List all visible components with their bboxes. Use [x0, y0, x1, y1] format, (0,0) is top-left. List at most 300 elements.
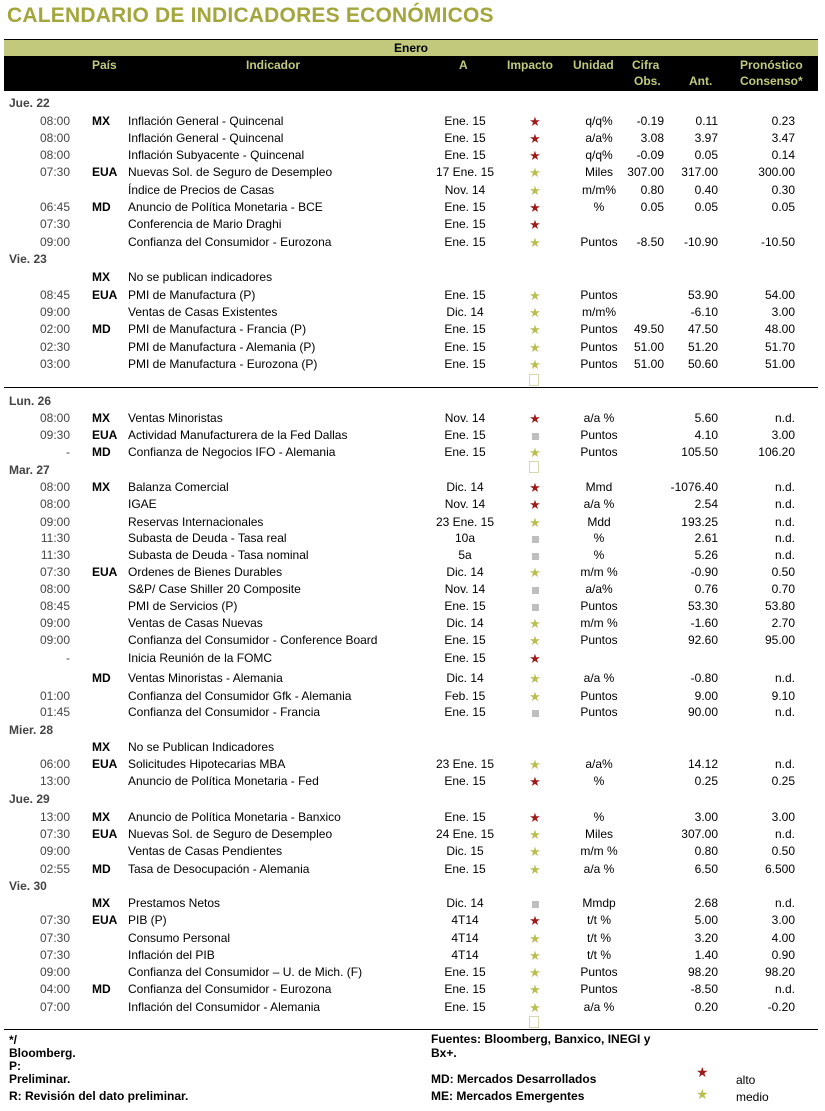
table-row	[4, 947, 818, 964]
previous-cell: 307.00	[681, 827, 718, 841]
header-indicador: Indicador	[246, 58, 301, 72]
time-cell: 09:00	[39, 965, 70, 979]
consensus-cell: 3.47	[771, 131, 795, 145]
indicator-cell: Subasta de Deuda - Tasa nominal	[128, 548, 309, 562]
previous-cell: 317.00	[681, 165, 718, 179]
period-cell: Ene. 15	[444, 599, 486, 613]
consensus-cell: 0.14	[771, 148, 795, 162]
consensus-cell: n.d.	[774, 757, 795, 771]
consensus-cell: 51.00	[764, 357, 795, 371]
previous-cell: -8.50	[690, 982, 718, 996]
consensus-cell: n.d.	[774, 515, 795, 529]
header-ant: Ant.	[689, 74, 713, 88]
previous-cell: 0.80	[694, 844, 718, 858]
previous-cell: 3.20	[694, 931, 718, 945]
unit-cell: q/q%	[585, 148, 613, 162]
previous-cell: -0.90	[690, 565, 718, 579]
indicator-cell: Confianza del Consumidor - Eurozona	[128, 235, 332, 249]
country-cell: EUA	[92, 757, 118, 771]
time-cell: 08:00	[39, 148, 70, 162]
time-cell: 09:00	[39, 235, 70, 249]
previous-cell: 90.00	[687, 705, 718, 719]
time-cell: 08:45	[39, 599, 70, 613]
low-impact-square-icon	[524, 530, 546, 547]
unit-cell: Mmdp	[582, 896, 616, 910]
period-cell: Ene. 15	[444, 445, 486, 459]
unit-cell: %	[593, 548, 605, 562]
period-cell: Ene. 15	[444, 217, 486, 231]
day-header: Vie. 23	[9, 252, 47, 266]
header-pais: País	[92, 58, 117, 72]
previous-cell: 51.20	[687, 340, 718, 354]
consensus-cell: 4.00	[771, 931, 795, 945]
day-header: Vie. 30	[9, 879, 47, 893]
period-cell: Dic. 14	[446, 480, 484, 494]
high-impact-star-icon: ★	[529, 913, 541, 928]
medium-impact-star-icon: ★	[529, 235, 541, 250]
period-cell: 24 Ene. 15	[435, 827, 495, 841]
period-cell: Ene. 15	[444, 810, 486, 824]
high-impact-star-icon: ★	[529, 114, 541, 129]
unit-cell: Puntos	[580, 982, 618, 996]
table-row	[4, 216, 818, 233]
unit-cell: m/m%	[582, 183, 616, 197]
legend-medium-label: medio	[736, 1090, 769, 1104]
time-cell: 11:30	[40, 548, 70, 562]
time-cell: 09:30	[39, 428, 70, 442]
time-cell: 09:00	[39, 515, 70, 529]
indicator-cell: Conferencia de Mario Draghi	[128, 217, 282, 231]
table-row	[4, 670, 818, 687]
table-row	[4, 912, 818, 929]
footnote-marker: */	[9, 1033, 18, 1047]
medium-impact-star-icon: ★	[529, 671, 541, 686]
consensus-cell: n.d.	[774, 548, 795, 562]
unit-cell: m/m %	[580, 844, 618, 858]
table-row	[4, 147, 818, 164]
time-cell: 13:00	[39, 774, 70, 788]
empty-impact-box	[529, 1016, 539, 1028]
previous-cell: 1.40	[694, 948, 718, 962]
low-impact-square-icon	[524, 547, 546, 564]
time-cell: 09:00	[39, 616, 70, 630]
time-cell: 03:00	[39, 357, 70, 371]
indicator-cell: Inflación General - Quincenal	[128, 131, 284, 145]
period-cell: Nov. 14	[444, 582, 486, 596]
medium-impact-star-icon: ★	[529, 288, 541, 303]
previous-cell: 5.26	[694, 548, 718, 562]
time-cell: 08:00	[39, 497, 70, 511]
day-header: Mier. 28	[9, 723, 54, 737]
unit-cell: t/t %	[586, 913, 611, 927]
unit-cell: t/t %	[586, 931, 611, 945]
table-row	[4, 130, 818, 147]
country-cell: EUA	[92, 913, 118, 927]
consensus-cell: n.d.	[774, 671, 795, 685]
time-cell: 08:00	[39, 411, 70, 425]
indicator-cell: PMI de Manufactura - Francia (P)	[128, 322, 307, 336]
indicator-cell: Inicia Reunión de la FOMC	[128, 651, 273, 665]
medium-impact-star-icon: ★	[529, 445, 541, 460]
period-cell: 4T14	[451, 948, 479, 962]
medium-impact-star-icon: ★	[529, 982, 541, 997]
observed-cell: -8.50	[636, 235, 664, 249]
consensus-cell: 0.23	[771, 114, 795, 128]
table-header	[4, 56, 818, 91]
high-impact-star-icon: ★	[696, 1064, 709, 1080]
indicator-cell: PMI de Servicios (P)	[128, 599, 238, 613]
period-cell: Dic. 15	[446, 844, 484, 858]
medium-impact-star-icon: ★	[529, 827, 541, 842]
consensus-cell: 3.00	[771, 428, 795, 442]
period-cell: Ene. 15	[444, 774, 486, 788]
consensus-cell: 0.30	[771, 183, 795, 197]
table-row	[4, 479, 818, 496]
time-cell: 07:30	[39, 913, 70, 927]
indicator-cell: Anuncio de Política Monetaria - Fed	[128, 774, 319, 788]
high-impact-star-icon: ★	[529, 774, 541, 789]
consensus-cell: 0.25	[771, 774, 795, 788]
country-cell: MX	[92, 270, 110, 284]
time-cell: -	[66, 651, 70, 665]
indicator-cell: Ventas de Casas Nuevas	[128, 616, 263, 630]
medium-impact-star-icon: ★	[529, 340, 541, 355]
consensus-cell: n.d.	[774, 497, 795, 511]
time-cell: 08:00	[39, 480, 70, 494]
period-cell: Ene. 15	[444, 235, 486, 249]
consensus-cell: 0.70	[771, 582, 795, 596]
unit-cell: Puntos	[580, 705, 618, 719]
period-cell: Dic. 14	[446, 616, 484, 630]
high-impact-star-icon: ★	[529, 200, 541, 215]
consensus-cell: n.d.	[774, 480, 795, 494]
high-impact-star-icon: ★	[529, 217, 541, 232]
period-cell: Ene. 15	[444, 633, 486, 647]
indicator-cell: Actividad Manufacturera de la Fed Dallas	[128, 428, 348, 442]
medium-impact-star-icon: ★	[529, 165, 541, 180]
period-cell: 4T14	[451, 931, 479, 945]
footnote-bloomberg: Bloomberg.	[9, 1046, 76, 1060]
consensus-cell: 0.05	[771, 200, 795, 214]
time-cell: 06:45	[39, 200, 70, 214]
observed-cell: 51.00	[633, 357, 664, 371]
unit-cell: Puntos	[580, 235, 618, 249]
period-cell: Nov. 14	[444, 411, 486, 425]
period-cell: Dic. 14	[446, 671, 484, 685]
indicator-cell: Reservas Internacionales	[128, 515, 264, 529]
time-cell: 07:00	[39, 1000, 70, 1014]
unit-cell: Puntos	[580, 445, 618, 459]
consensus-cell: n.d.	[774, 531, 795, 545]
country-cell: MD	[92, 862, 111, 876]
consensus-cell: 3.00	[771, 305, 795, 319]
day-header: Lun. 26	[9, 394, 52, 408]
previous-cell: 4.10	[694, 428, 718, 442]
country-cell: MX	[92, 480, 110, 494]
legend-high-label: alto	[736, 1073, 756, 1087]
consensus-cell: 95.00	[764, 633, 795, 647]
period-cell: Ene. 15	[444, 148, 486, 162]
consensus-cell: n.d.	[774, 827, 795, 841]
table-row	[4, 581, 818, 598]
indicator-cell: Solicitudes Hipotecarias MBA	[128, 757, 286, 771]
country-cell: MX	[92, 411, 110, 425]
time-cell: -	[66, 445, 70, 459]
period-cell: 5a	[458, 548, 472, 562]
indicator-cell: Anuncio de Política Monetaria - Banxico	[128, 810, 341, 824]
indicator-cell: PMI de Manufactura (P)	[128, 288, 256, 302]
indicator-cell: Ventas Minoristas - Alemania	[128, 671, 283, 685]
country-cell: MD	[92, 445, 111, 459]
previous-cell: 0.11	[695, 114, 718, 128]
consensus-cell: 54.00	[764, 288, 795, 302]
period-cell: 17 Ene. 15	[435, 165, 495, 179]
indicator-cell: Subasta de Deuda - Tasa real	[128, 531, 287, 545]
unit-cell: Miles	[584, 827, 613, 841]
time-cell: 04:00	[39, 982, 70, 996]
observed-cell: 0.80	[640, 183, 664, 197]
unit-cell: Puntos	[580, 689, 618, 703]
time-cell: 07:30	[39, 165, 70, 179]
table-row	[4, 410, 818, 427]
period-cell: Ene. 15	[444, 428, 486, 442]
medium-impact-star-icon: ★	[529, 862, 541, 877]
period-cell: Dic. 14	[446, 305, 484, 319]
table-row	[4, 234, 818, 251]
indicator-cell: Nuevas Sol. de Seguro de Desempleo	[128, 827, 333, 841]
period-cell: Feb. 15	[444, 689, 486, 703]
consensus-cell: n.d.	[774, 705, 795, 719]
unit-cell: %	[593, 810, 605, 824]
time-cell: 07:30	[39, 217, 70, 231]
country-cell: EUA	[92, 288, 118, 302]
table-row	[4, 615, 818, 632]
unit-cell: a/a %	[583, 1000, 615, 1014]
unit-cell: m/m %	[580, 616, 618, 630]
table-row	[4, 356, 818, 373]
header-cifra: Cifra	[632, 58, 660, 72]
header-pronostico: Pronóstico	[740, 58, 803, 72]
unit-cell: Puntos	[580, 357, 618, 371]
consensus-cell: 6.500	[764, 862, 795, 876]
period-cell: Ene. 15	[444, 1000, 486, 1014]
high-impact-star-icon: ★	[529, 651, 541, 666]
time-cell: 01:45	[39, 705, 70, 719]
time-cell: 07:30	[39, 931, 70, 945]
indicator-cell: Inflación General - Quincenal	[128, 114, 284, 128]
table-row	[4, 826, 818, 843]
medium-impact-star-icon: ★	[529, 305, 541, 320]
time-cell: 07:30	[39, 827, 70, 841]
period-cell: Ene. 15	[444, 651, 486, 665]
previous-cell: 5.60	[694, 411, 718, 425]
country-cell: MD	[92, 671, 111, 685]
table-row	[4, 598, 818, 615]
footnote-preliminar: Preliminar.	[9, 1072, 71, 1086]
observed-cell: 3.08	[640, 131, 664, 145]
table-row	[4, 444, 818, 461]
country-cell: MX	[92, 740, 110, 754]
table-row	[4, 304, 818, 321]
period-cell: Nov. 14	[444, 183, 486, 197]
consensus-cell: n.d.	[774, 896, 795, 910]
medium-impact-star-icon: ★	[529, 515, 541, 530]
consensus-cell: 106.20	[758, 445, 795, 459]
previous-cell: 5.00	[694, 913, 718, 927]
table-row	[4, 930, 818, 947]
table-row	[4, 999, 818, 1016]
empty-impact-box	[529, 461, 539, 473]
table-row	[4, 199, 818, 216]
low-impact-square-icon	[524, 598, 546, 615]
observed-cell: 51.00	[633, 340, 664, 354]
unit-cell: a/a %	[583, 671, 615, 685]
observed-cell: 0.05	[640, 200, 664, 214]
table-row	[4, 981, 818, 998]
indicator-cell: Ventas de Casas Existentes	[128, 305, 278, 319]
medium-impact-star-icon: ★	[529, 183, 541, 198]
previous-cell: 3.00	[694, 810, 718, 824]
period-cell: 23 Ene. 15	[435, 757, 495, 771]
empty-impact-box	[529, 374, 539, 386]
indicator-cell: Inflación Subyacente - Quincenal	[128, 148, 305, 162]
period-cell: Dic. 14	[446, 896, 484, 910]
period-cell: Ene. 15	[444, 340, 486, 354]
period-cell: Ene. 15	[444, 322, 486, 336]
consensus-cell: 300.00	[758, 165, 795, 179]
previous-cell: 2.54	[694, 497, 718, 511]
period-cell: Nov. 14	[444, 497, 486, 511]
page-title: CALENDARIO DE INDICADORES ECONÓMICOS	[7, 4, 494, 27]
unit-cell: m/m%	[582, 305, 616, 319]
legend-me: ME: Mercados Emergentes	[431, 1089, 585, 1103]
day-header: Mar. 27	[9, 463, 50, 477]
time-cell: 09:00	[39, 305, 70, 319]
country-cell: MD	[92, 200, 111, 214]
period-cell: 10a	[454, 531, 476, 545]
time-cell: 07:30	[39, 948, 70, 962]
unit-cell: Puntos	[580, 288, 618, 302]
unit-cell: a/a%	[585, 131, 613, 145]
table-row	[4, 650, 818, 667]
previous-cell: 92.60	[687, 633, 718, 647]
period-cell: Ene. 15	[444, 114, 486, 128]
indicator-cell: No se Publican Indicadores	[128, 740, 275, 754]
header-impacto: Impacto	[507, 58, 554, 72]
unit-cell: Mmd	[585, 480, 613, 494]
footnote-revision: R: Revisión del dato preliminar.	[9, 1089, 189, 1103]
previous-cell: 98.20	[687, 965, 718, 979]
high-impact-star-icon: ★	[529, 810, 541, 825]
medium-impact-star-icon: ★	[529, 965, 541, 980]
indicator-cell: No se publican indicadores	[128, 270, 273, 284]
table-row	[4, 964, 818, 981]
time-cell: 08:45	[39, 288, 70, 302]
time-cell: 01:00	[39, 689, 70, 703]
medium-impact-star-icon: ★	[529, 633, 541, 648]
previous-cell: 3.97	[694, 131, 718, 145]
period-cell: Ene. 15	[444, 965, 486, 979]
low-impact-square-icon	[524, 704, 546, 721]
indicator-cell: Nuevas Sol. de Seguro de Desempleo	[128, 165, 333, 179]
country-cell: MX	[92, 114, 110, 128]
country-cell: EUA	[92, 428, 118, 442]
indicator-cell: Balanza Comercial	[128, 480, 229, 494]
unit-cell: Puntos	[580, 633, 618, 647]
period-cell: Ene. 15	[444, 705, 486, 719]
table-row	[4, 269, 818, 286]
previous-cell: 9.00	[694, 689, 718, 703]
unit-cell: Puntos	[580, 322, 618, 336]
indicator-cell: Confianza del Consumidor - Francia	[128, 705, 321, 719]
time-cell: 09:00	[39, 844, 70, 858]
indicator-cell: Ventas de Casas Pendientes	[128, 844, 283, 858]
unit-cell: %	[593, 531, 605, 545]
period-cell: 4T14	[451, 913, 479, 927]
previous-cell: -1.60	[690, 616, 718, 630]
unit-cell: a/a %	[583, 497, 615, 511]
low-impact-square-icon	[524, 581, 546, 598]
medium-impact-star-icon: ★	[529, 616, 541, 631]
previous-cell: 14.12	[687, 757, 718, 771]
previous-cell: 0.25	[694, 774, 718, 788]
unit-cell: Puntos	[580, 599, 618, 613]
table-row	[4, 113, 818, 130]
unit-cell: Mdd	[587, 515, 611, 529]
high-impact-star-icon: ★	[529, 131, 541, 146]
table-row	[4, 496, 818, 513]
table-row	[4, 632, 818, 649]
month-band: Enero	[4, 39, 818, 56]
time-cell: 11:30	[40, 531, 70, 545]
previous-cell: 0.20	[694, 1000, 718, 1014]
table-row	[4, 321, 818, 338]
country-cell: MX	[92, 896, 110, 910]
indicator-cell: Anuncio de Política Monetaria - BCE	[128, 200, 323, 214]
previous-cell: 0.05	[694, 148, 718, 162]
consensus-cell: 9.10	[771, 689, 795, 703]
previous-cell: 47.50	[687, 322, 718, 336]
time-cell: 08:00	[39, 114, 70, 128]
table-row	[4, 530, 818, 547]
medium-impact-star-icon: ★	[529, 322, 541, 337]
period-cell: Ene. 15	[444, 862, 486, 876]
sources-line1: Fuentes: Bloomberg, Banxico, INEGI y	[431, 1032, 651, 1046]
time-cell: 02:30	[39, 340, 70, 354]
observed-cell: -0.09	[636, 148, 664, 162]
consensus-cell: 3.00	[771, 810, 795, 824]
table-row	[4, 704, 818, 721]
period-cell: 23 Ene. 15	[435, 515, 495, 529]
indicator-cell: Tasa de Desocupación - Alemania	[128, 862, 310, 876]
indicator-cell: PMI de Manufactura - Eurozona (P)	[128, 357, 318, 371]
unit-cell: a/a %	[583, 862, 615, 876]
low-impact-square-icon	[524, 895, 546, 912]
previous-cell: 50.60	[687, 357, 718, 371]
consensus-cell: 2.70	[771, 616, 795, 630]
previous-cell: 2.68	[694, 896, 718, 910]
medium-impact-star-icon: ★	[529, 757, 541, 772]
consensus-cell: 3.00	[771, 913, 795, 927]
medium-impact-star-icon: ★	[529, 844, 541, 859]
medium-impact-star-icon: ★	[529, 565, 541, 580]
consensus-cell: 53.80	[764, 599, 795, 613]
previous-cell: 0.76	[694, 582, 718, 596]
section-divider	[4, 387, 818, 388]
previous-cell: -1076.40	[670, 480, 718, 494]
footnote-p: P:	[9, 1059, 21, 1073]
table-row	[4, 809, 818, 826]
